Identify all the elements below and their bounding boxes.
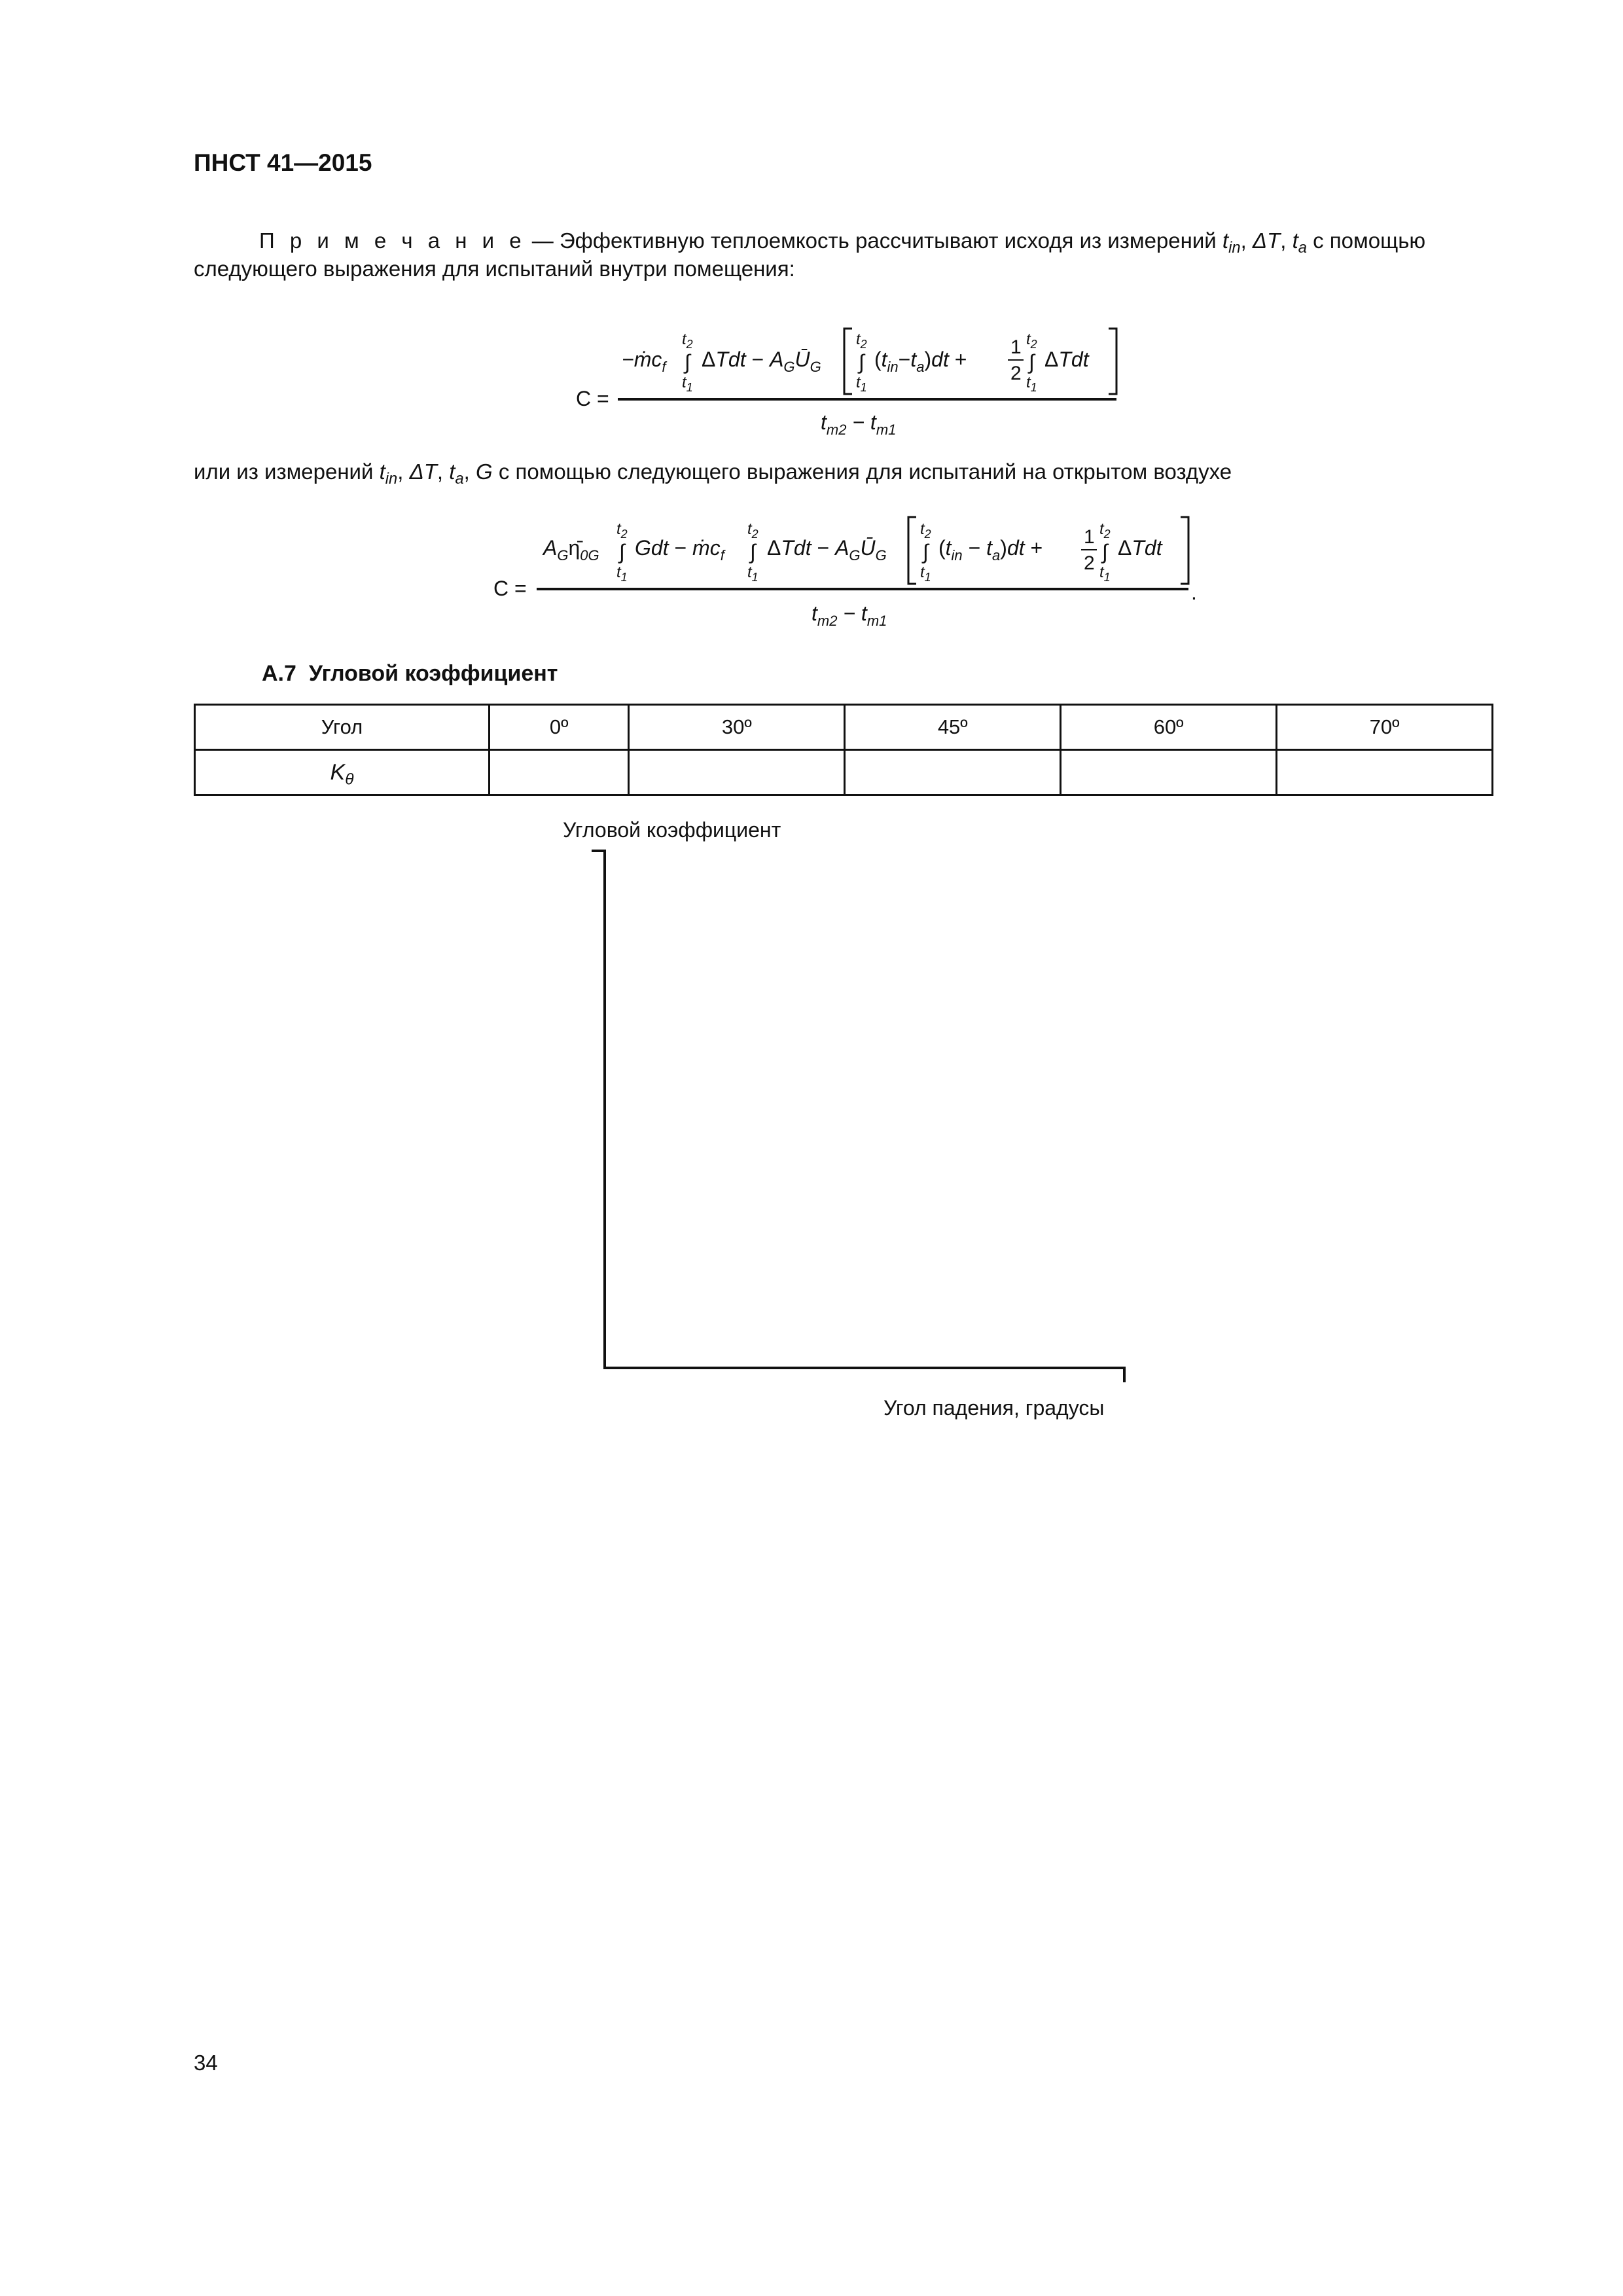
header-cell: 45º [845,705,1061,750]
value-cell[interactable] [845,750,1061,795]
svg-text:∫: ∫ [685,350,690,374]
value-cell[interactable] [1277,750,1493,795]
svg-text:Gdt − ṁcf: Gdt − ṁc$_f$ [635,536,724,564]
header-cell: 0º [489,705,628,750]
svg-text:AGη̄0G: $A_G\etā_{0G}$ [543,536,599,564]
svg-text:t2: $t_2$ [920,520,931,541]
note-paragraph: П р и м е ч а н и е — Эффективную теплоемкость рассчитывают исходя из измерений $t_{in}$, ΔT, $t_a$ с помощью [259,228,1426,257]
value-cell[interactable] [1061,750,1277,795]
svg-text:t1: $t_1$ [1026,374,1037,394]
paragraph-outdoor: или из измерений $t_{in}$, ΔT, $t_a$, G с помощью следующего выражения для испытаний на открытом воздухе [194,459,1232,488]
formula1-denominator: $t_{m2} - t_{m1}$ [821,410,897,438]
note-label: П р и м е ч а н и е [259,228,526,253]
formula1-lhs: C = [576,387,609,410]
svg-text:t2: $t_2$ [856,331,867,351]
var-t-a: $t_a$ [1292,228,1307,257]
svg-text:t2: $t_2$ [682,331,693,351]
svg-text:t1: $t_1$ [856,374,867,394]
svg-text:ΔTdt − AGŪG: $\Delta Tdt - A_GŪ_G$ [767,536,887,564]
svg-text:2: 2 [1084,552,1095,574]
page-number: 34 [194,2051,218,2075]
section-title-text: Угловой коэффициент [308,661,558,686]
svg-text:t1: $t_1$ [682,374,693,394]
var-delta-t: ΔT [409,459,437,484]
svg-text:∫: ∫ [1102,540,1108,564]
svg-text:ΔTdt: ΔTdt [1044,348,1089,371]
value-cell[interactable] [629,750,845,795]
document-code: ПНСТ 41—2015 [194,149,372,176]
var-g: G [476,459,493,484]
header-cell: 70º [1277,705,1493,750]
header-cell: 30º [629,705,845,750]
svg-text:t2: $t_2$ [616,520,628,541]
formula-indoor [563,314,1139,445]
svg-text:t2: $t_2$ [747,520,758,541]
section-title [262,661,558,687]
var-t-in: $t_{in}$ [1222,228,1241,257]
note-text-after: с помощью [1306,228,1426,253]
svg-text:(tin−ta)dt +: $(t_{in}-t_a)dt$ + [874,348,967,375]
table-header-row [195,705,1493,750]
svg-text:∫: ∫ [859,350,865,374]
svg-text:t1: $t_1$ [747,564,758,584]
value-cell[interactable] [489,750,628,795]
var-delta-t: ΔT [1252,228,1281,253]
svg-text:t1: $t_1$ [616,564,628,584]
header-cell: 60º [1061,705,1277,750]
svg-text:1: 1 [1084,526,1095,548]
svg-text:t2: $t_2$ [1099,520,1111,541]
formula-outdoor [484,504,1224,635]
table-row [195,750,1493,795]
section-number: А.7 [262,661,296,686]
svg-text:∫: ∫ [619,540,625,564]
empty-chart-axes [576,844,1139,1401]
angle-coefficient-table [194,704,1493,796]
svg-text:∫: ∫ [923,540,929,564]
svg-text:C =: C = [493,577,527,600]
chart-y-axis-label: Угловой коэффициент [563,818,781,842]
svg-text:∫: ∫ [1029,350,1035,374]
header-cell: Угол [195,705,490,750]
var-t-in: $t_{in}$ [379,459,398,488]
svg-text:−ṁcf: −ṁc$_f$ [622,348,666,375]
var-t-a: $t_a$ [449,459,464,488]
chart-x-axis-label: Угол падения, градусы [883,1396,1105,1420]
svg-text:.: . [1191,581,1197,604]
note-text-before: — Эффективную теплоемкость рассчитывают исходя из измерений [526,228,1222,253]
svg-text:1: 1 [1010,336,1022,358]
svg-text:(tin − ta)dt +: $(t_{in} - t_a)dt$ + [938,536,1043,564]
svg-text:ΔTdt − AGŪG: $\Delta Tdt - A_GŪ_G$ [702,348,821,375]
formula2-denominator: $t_{m2} - t_{m1}$ [812,601,887,629]
svg-text:2: 2 [1010,363,1022,384]
svg-text:t1: $t_1$ [920,564,931,584]
row-label-k-theta: $K_\theta$ [195,750,490,795]
svg-text:t1: $t_1$ [1099,564,1111,584]
svg-text:ΔTdt: ΔTdt [1118,536,1162,560]
svg-text:t2: $t_2$ [1026,331,1037,351]
note-line-2: следующего выражения для испытаний внутри помещения: [194,257,795,281]
svg-text:∫: ∫ [750,540,756,564]
